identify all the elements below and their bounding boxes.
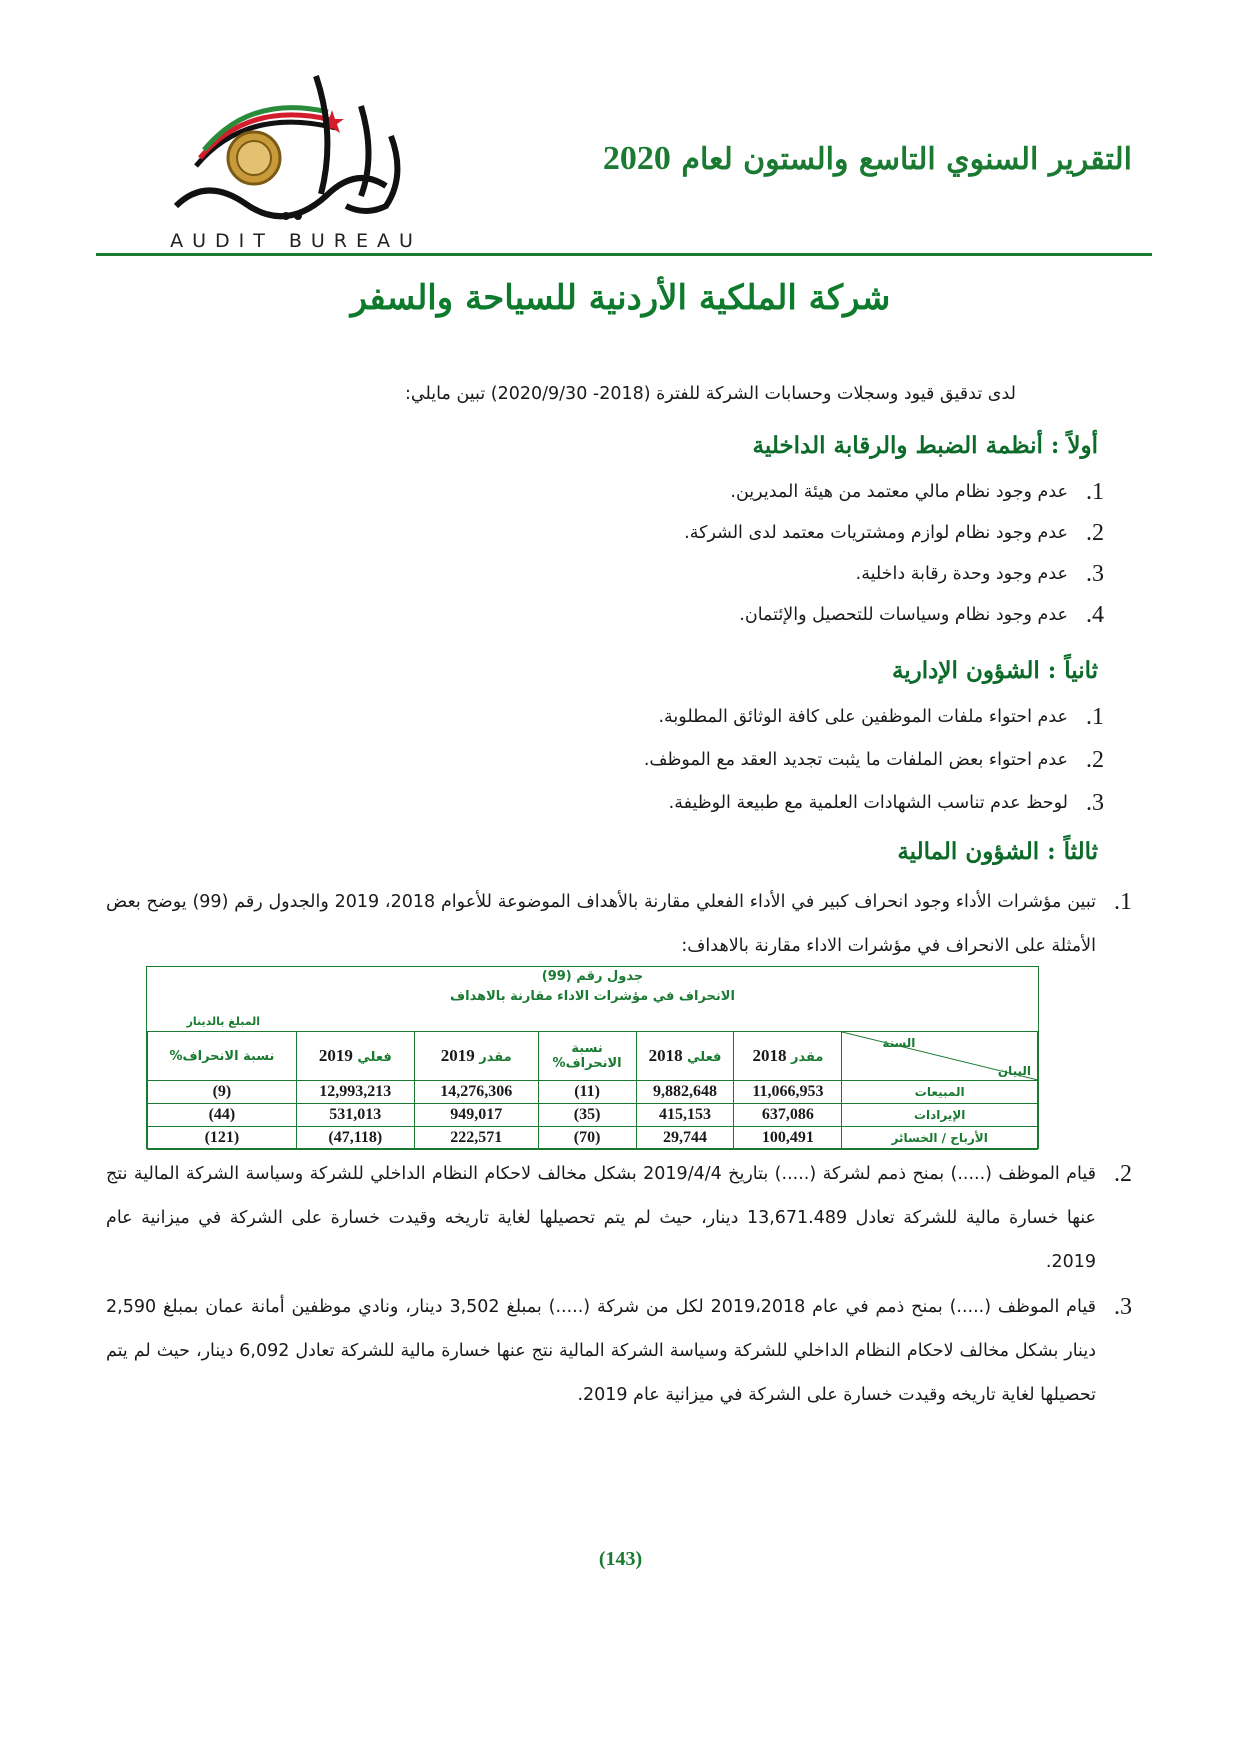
table-header-row	[148, 1032, 1038, 1081]
section2-title: ثانياً : الشؤون الإدارية	[891, 657, 1098, 684]
paragraph-number: 2.	[1114, 1161, 1132, 1187]
corner-year: السنة	[882, 1036, 916, 1050]
table-cell: (35)	[538, 1104, 636, 1127]
row-label: المبيعات	[842, 1081, 1038, 1104]
item-text: عدم احتواء ملفات الموظفين على كافة الوثائق المطلوبة.	[658, 707, 1068, 727]
column-header: فعلي 2019	[296, 1032, 414, 1081]
column-header: مقدر 2019	[414, 1032, 538, 1081]
table-number: جدول رقم (99)	[541, 969, 644, 984]
paragraph-text: قيام الموظف (.....) بمنح ذمم لشركة (.....) بتاريخ 2019/4/4 بشكل مخالف لاحكام النظام الداخلي للشركة وسياسة الشركة المالية نتج عنها خسارة مالية للشركة تعادل 13,671.489 دينار، حيث لم يتم تحصيلها لغاية تاريخه وقيدت خسارة على الشركة في ميزانية عام 2019.	[106, 1164, 1097, 1272]
item-number: 2.	[1086, 520, 1104, 546]
table-row	[148, 1127, 1038, 1150]
paragraph-text: تبين مؤشرات الأداء وجود انحراف كبير في الأداء الفعلي مقارنة بالأهداف الموضوعة للأعوام 2018، 2019 والجدول رقم (99) يوضح بعض الأمثلة على الانحراف في مؤشرات الاداء مقارنة بالاهداف:	[106, 892, 1096, 956]
paragraph-number: 1.	[1114, 889, 1132, 915]
table-cell: (9)	[148, 1081, 297, 1104]
data-table	[147, 1031, 1038, 1150]
paragraph-2	[106, 1152, 1132, 1284]
table-cell: (44)	[148, 1104, 297, 1127]
table-cell: 12,993,213	[296, 1081, 414, 1104]
report-title	[603, 140, 1132, 178]
intro-text: لدى تدقيق قيود وسجلات وحسابات الشركة للفترة (2018- 2020/9/30) تبين مايلي:	[405, 384, 1016, 404]
table-title: الانحراف في مؤشرات الاداء مقارنة بالاهداف	[450, 989, 735, 1004]
table-row	[148, 1104, 1038, 1127]
item-text: عدم وجود نظام مالي معتمد من هيئة المديرين.	[730, 482, 1068, 502]
paragraph-text: قيام الموظف (.....) بمنح ذمم في عام 2019،2018 لكل من شركة (.....) بمبلغ 3,502 دينار، ونادي موظفين أمانة عمان بمبلغ 2,590 دينار بشكل مخالف لاحكام النظام الداخلي للشركة وسياسة الشركة المالية نتج عنها خسارة مالية للشركة تعادل 6,092 دينار، حيث لم يتم تحصيلها لغاية تاريخه وقيدت خسارة على الشركة في ميزانية عام 2019.	[106, 1297, 1097, 1405]
paragraph-number: 3.	[1114, 1294, 1132, 1320]
item-number: 2.	[1086, 747, 1104, 773]
item-text: عدم وجود نظام لوازم ومشتريات معتمد لدى الشركة.	[684, 523, 1068, 543]
table-cell: (11)	[538, 1081, 636, 1104]
table-row	[148, 1081, 1038, 1104]
table-cell: 11,066,953	[734, 1081, 842, 1104]
page-number: (143)	[598, 1548, 643, 1570]
row-label: الأرباح / الخسائر	[842, 1127, 1038, 1150]
table-cell: 9,882,648	[636, 1081, 734, 1104]
column-header: مقدر 2018	[734, 1032, 842, 1081]
list-item	[684, 520, 1104, 546]
item-number: 1.	[1086, 704, 1104, 730]
section3-title: ثالثاً : الشؤون المالية	[897, 838, 1098, 865]
list-item	[855, 561, 1104, 587]
item-text: عدم وجود نظام وسياسات للتحصيل والإئتمان.	[739, 605, 1068, 625]
logo-latin-text: AUDIT BUREAU	[170, 230, 422, 252]
column-header: نسبة الانحراف%	[538, 1032, 636, 1081]
report-year: 2020	[602, 140, 671, 177]
row-label: الإيرادات	[842, 1104, 1038, 1127]
list-item	[739, 602, 1104, 628]
table-cell: 949,017	[414, 1104, 538, 1127]
page-header	[96, 60, 1152, 260]
table-cell: 415,153	[636, 1104, 734, 1127]
list-item	[658, 704, 1104, 730]
table-cell: 637,086	[734, 1104, 842, 1127]
report-title-text: التقرير السنوي التاسع والستون لعام	[681, 142, 1132, 177]
column-header: نسبة الانحراف%	[148, 1032, 297, 1081]
item-number: 4.	[1086, 602, 1104, 628]
company-title: شركة الملكية الأردنية للسياحة والسفر	[350, 278, 891, 318]
item-text: لوحظ عدم تناسب الشهادات العلمية مع طبيعة الوظيفة.	[668, 793, 1068, 813]
table-cell: (47,118)	[296, 1127, 414, 1150]
table-cell: (121)	[148, 1127, 297, 1150]
table-unit: المبلغ بالدينار	[186, 1015, 260, 1028]
corner-cell	[842, 1032, 1038, 1081]
table-cell: 222,571	[414, 1127, 538, 1150]
section1-title: أولاً : أنظمة الضبط والرقابة الداخلية	[752, 432, 1098, 459]
list-item	[730, 479, 1104, 505]
logo-emblem-icon	[136, 66, 436, 236]
column-header: فعلي 2018	[636, 1032, 734, 1081]
table-cell: (70)	[538, 1127, 636, 1150]
list-item	[668, 790, 1104, 816]
table-cell: 531,013	[296, 1104, 414, 1127]
audit-bureau-logo	[136, 66, 436, 256]
item-number: 3.	[1086, 561, 1104, 587]
table-cell: 29,744	[636, 1127, 734, 1150]
item-text: عدم وجود وحدة رقابة داخلية.	[855, 564, 1068, 584]
deviation-table	[146, 966, 1039, 1149]
corner-item: البيان	[997, 1064, 1031, 1078]
list-item	[643, 747, 1104, 773]
item-number: 1.	[1086, 479, 1104, 505]
paragraph-3	[106, 1285, 1132, 1417]
table-cell: 14,276,306	[414, 1081, 538, 1104]
paragraph-1	[106, 880, 1132, 968]
item-number: 3.	[1086, 790, 1104, 816]
table-cell: 100,491	[734, 1127, 842, 1150]
header-divider	[96, 253, 1152, 256]
item-text: عدم احتواء بعض الملفات ما يثبت تجديد العقد مع الموظف.	[643, 750, 1068, 770]
